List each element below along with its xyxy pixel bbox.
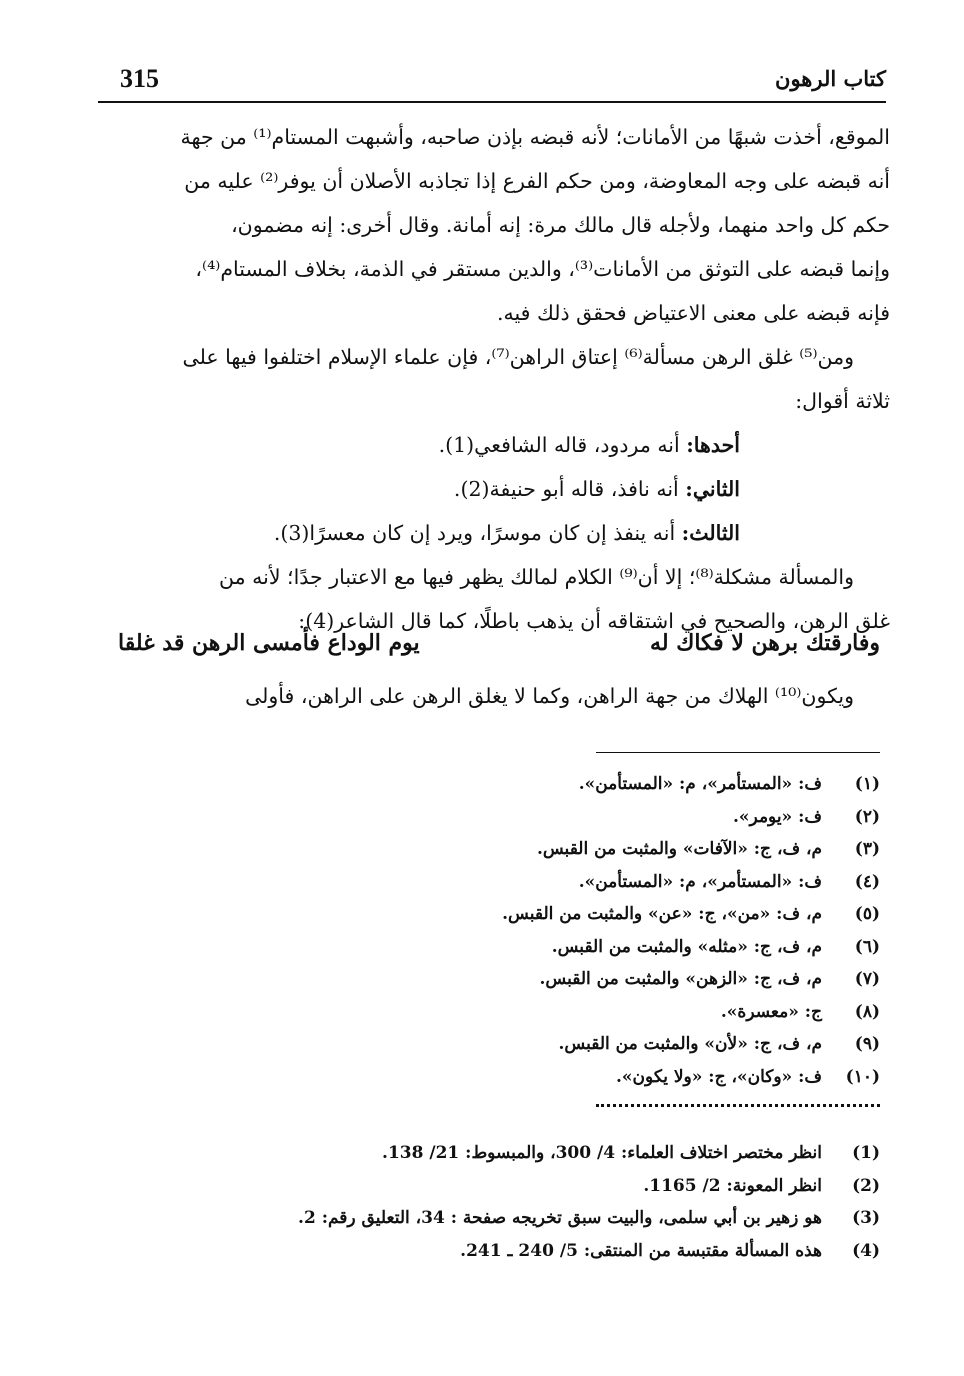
footnote — [380, 1028, 880, 1061]
footnote-text: انظر مختصر اختلاف العلماء: 4/ 300، والمبسوط: 21/ 138. — [382, 1143, 822, 1163]
footnote — [380, 866, 880, 899]
page-header — [98, 62, 886, 102]
footnote-text: م، ف، ج: «لأن» والمثبت من القبس. — [558, 1034, 822, 1054]
dotted-separator — [596, 1104, 880, 1107]
footnote-marker: (1) — [852, 1143, 880, 1163]
footnote-text: ف: «المستأمر»، م: «المستأمن». — [578, 871, 822, 892]
text-line-content: ويكون⁽¹⁰⁾ الهلاك من جهة الراهن، وكما لا يغلق الرهن على الراهن، فأولى — [245, 684, 854, 708]
footnote — [240, 1202, 880, 1235]
footnote-marker: (٥) — [854, 904, 880, 924]
footnote-text: م، ف، ج: «مثله» والمثبت من القبس. — [551, 936, 822, 957]
poem-verse — [118, 630, 880, 674]
opinion-line — [98, 467, 890, 511]
text-line: والمسألة مشكلة⁽⁸⁾؛ إلا أن⁽⁹⁾ الكلام لمالك يظهر فيها مع الاعتبار جدًا؛ لأنه من — [219, 565, 854, 589]
footnote-marker: (٢) — [854, 806, 880, 827]
footnote — [380, 768, 880, 801]
footnote — [380, 996, 880, 1029]
footnote-marker: (2) — [852, 1175, 880, 1196]
opinion-text: أنه نافذ، قاله أبو حنيفة(2). — [453, 477, 686, 501]
opinion-line — [98, 423, 890, 467]
running-title: كتاب الرهون — [775, 66, 886, 91]
opinion-text: أنه ينفذ إن كان موسرًا، ويرد إن كان معسرًا(3). — [273, 521, 682, 545]
footnote-text: هو زهير بن أبي سلمى، والبيت سبق تخريجه صفحة : 34، التعليق رقم: 2. — [298, 1208, 822, 1228]
opinion-term: الثاني: — [685, 477, 740, 501]
main-text — [98, 115, 890, 643]
footnote-marker: (٦) — [854, 936, 880, 957]
text-line: فإنه قبضه على معنى الاعتياض فحقق ذلك فيه. — [496, 301, 890, 325]
opinion-term: الثالث: — [681, 521, 740, 545]
footnote — [240, 1170, 880, 1203]
footnote-text: انظر المعونة: 2/ 1165. — [643, 1175, 822, 1196]
footnote-text: ج: «معسرة». — [720, 1001, 822, 1022]
opinion-term: أحدها: — [686, 433, 740, 457]
page-number: 315 — [120, 64, 159, 93]
footnote-text: ف: «وكان»، ج: «ولا يكون». — [616, 1066, 822, 1087]
footnote — [380, 931, 880, 964]
reference-footnotes — [240, 1137, 880, 1267]
footnote — [380, 833, 880, 866]
footnote-text: م، ف، ج: «الزهن» والمثبت من القبس. — [539, 969, 822, 989]
text-line: ومن⁽⁵⁾ غلق الرهن مسألة⁽⁶⁾ إعتاق الراهن⁽⁷⁾، فإن علماء الإسلام اختلفوا فيها على — [182, 345, 854, 369]
footnote — [240, 1235, 880, 1268]
footnote-marker: (٧) — [854, 969, 880, 989]
footnote-text: ف: «يومر». — [733, 806, 822, 827]
footnote-text: ف: «المستأمر»، م: «المستأمن». — [578, 774, 822, 794]
opinion-text: أنه مردود، قاله الشافعي(1). — [438, 433, 687, 457]
text-line: أنه قبضه على وجه المعاوضة، ومن حكم الفرع إذا تجاذبه الأصلان أن يوفر⁽²⁾ عليه من — [184, 169, 890, 193]
opinion-line — [98, 511, 890, 555]
text-line: الموقع، أخذت شبهًا من الأمانات؛ لأنه قبضه بإذن صاحبه، وأشبهت المستام⁽¹⁾ من جهة — [180, 125, 890, 149]
text-line: وإنما قبضه على التوثق من الأمانات⁽³⁾، والدين مستقر في الذمة، بخلاف المستام⁽⁴⁾، — [195, 257, 890, 281]
text-line: غلق الرهن، والصحيح في اشتقاقه أن يذهب باطلًا، كما قال الشاعر(4): — [298, 609, 890, 633]
footnote-rule — [596, 752, 880, 753]
footnote-marker: (3) — [852, 1208, 880, 1228]
footnote-text: م، ف، ج: «الآفات» والمثبت من القبس. — [536, 839, 822, 859]
footnote-marker: (٤) — [854, 871, 880, 892]
footnote — [240, 1137, 880, 1170]
footnote-marker: (١) — [854, 774, 880, 794]
header-rule — [98, 101, 886, 103]
text-line: حكم كل واحد منهما، ولأجله قال مالك مرة: إنه أمانة. وقال أخرى: إنه مضمون، — [231, 213, 890, 237]
footnote — [380, 963, 880, 996]
footnote-marker: (١٠) — [845, 1066, 880, 1087]
footnote — [380, 1061, 880, 1094]
footnote — [380, 801, 880, 834]
verse-first-hemistich: وفارقتك برهن لا فكاك له — [650, 630, 880, 656]
footnote-marker: (٣) — [854, 839, 880, 859]
footnote-text: م، ف: «من»، ج: «عن» والمثبت من القبس. — [502, 904, 822, 924]
footnote-marker: (4) — [852, 1240, 880, 1261]
footnote-text: هذه المسألة مقتبسة من المنتقى: 5/ 240 ـ 241. — [460, 1240, 822, 1261]
verse-second-hemistich: يوم الوداع فأمسى الرهن قد غلقا — [118, 630, 420, 656]
text-line: ثلاثة أقوال: — [795, 389, 890, 413]
footnote — [380, 898, 880, 931]
text-line — [98, 674, 890, 718]
footnote-marker: (٩) — [854, 1034, 880, 1054]
variant-footnotes — [380, 768, 880, 1093]
footnote-marker: (٨) — [854, 1001, 880, 1022]
